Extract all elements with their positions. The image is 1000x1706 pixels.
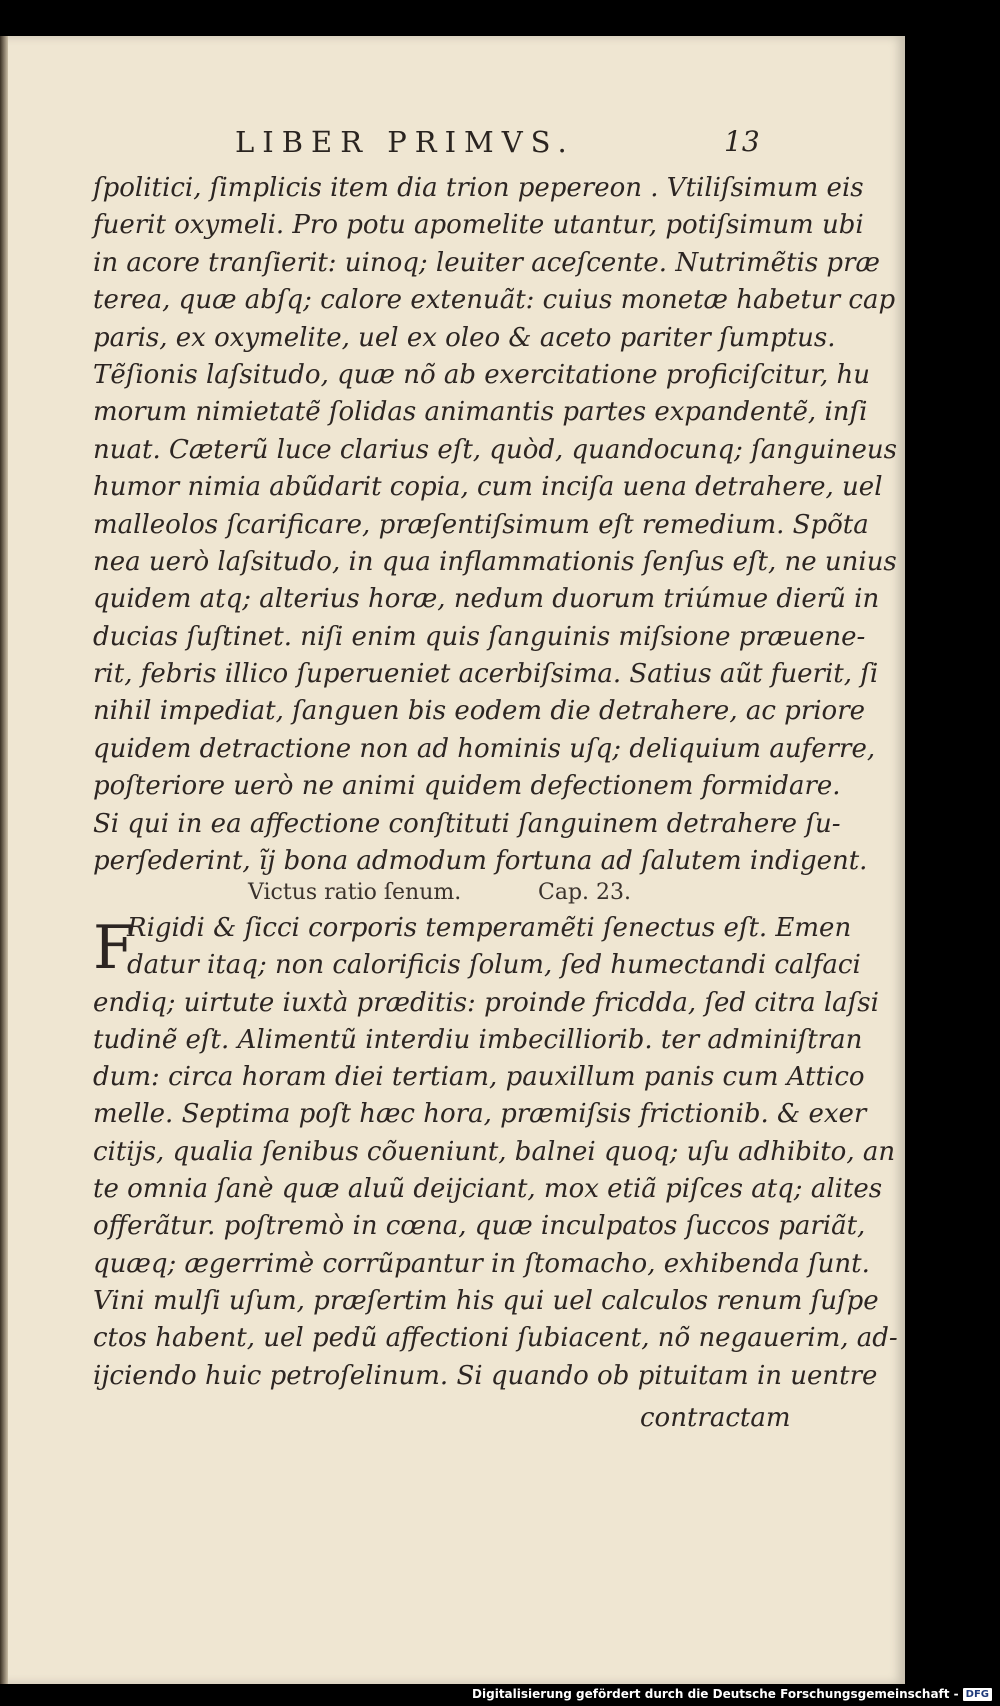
page-gutter (0, 36, 8, 1684)
text-line: quæq; ægerrimè corrũpantur in ſtomacho, exhibenda ſunt. (93, 1248, 870, 1279)
text-line: Si qui in ea affectione conſtituti ſanguinem detrahere ſu- (93, 808, 841, 839)
text-line: offerãtur. poſtremò in cœna, quæ inculpatos ſuccos pariãt, (93, 1211, 866, 1242)
drop-initial: F (93, 913, 135, 983)
text-line: datur itaq; non calorificis ſolum, ſed humectandi calfaci (127, 950, 861, 981)
text-line: endiq; uirtute iuxtà præditis: proinde fricdda, ſed citra laſsi (93, 987, 879, 1018)
text-line: quidem atq; alterius horæ, nedum duorum triúmue dierũ in (93, 584, 880, 615)
running-title: LIBER PRIMVS. (235, 125, 575, 159)
footer-credit: Digitalisierung gefördert durch die Deutsche Forschungsgemeinschaft - (472, 1687, 959, 1701)
text-line: in acore tranſierit: uinoq; leuiter aceſcente. Nutrimẽtis præ (93, 247, 880, 278)
page-number: 13 (724, 125, 760, 158)
chapter-number: Cap. 23. (538, 880, 632, 905)
text-line: ctos habent, uel pedũ affectioni ſubiacent, nõ negauerim, ad- (93, 1323, 898, 1354)
text-line: melle. Septima poſt hæc hora, præmiſsis frictionib. & exer (93, 1099, 867, 1130)
text-line: ducias ſuſtinet. niſi enim quis ſanguinis miſsione præuene- (93, 621, 866, 652)
paragraph-two (93, 910, 898, 1395)
text-line: terea, quæ abſq; calore extenuãt: cuius monetæ habetur cap (93, 285, 896, 316)
text-line: Vini mulſi uſum, præſertim his qui uel calculos renum ſuſpe (93, 1285, 879, 1316)
text-line: quidem detractione non ad hominis uſq; deliquium auferre, (93, 733, 876, 764)
paragraph-one (93, 170, 897, 880)
text-line: fuerit oxymeli. Pro potu apomelite utantur, potiſsimum ubi (93, 210, 864, 241)
digitization-footer (472, 1686, 992, 1702)
text-line: te omnia ſanè quæ aluũ deijciant, mox etiã piſces atq; alites (93, 1174, 883, 1205)
text-line: humor nimia abũdarit copia, cum inciſa uena detrahere, uel (93, 472, 883, 503)
catchword: contractam (640, 1403, 791, 1433)
text-line: ijciendo huic petroſelinum. Si quando ob pituitam in uentre (93, 1360, 878, 1391)
text-line: morum nimietatẽ ſolidas animantis partes expandentẽ, inſi (93, 397, 868, 428)
dfg-logo: DFG (963, 1688, 992, 1701)
text-line: malleolos ſcarificare, præſentiſsimum eſt remedium. Spõta (93, 509, 869, 540)
chapter-title: Victus ratio ſenum. (248, 880, 462, 905)
text-line: Rigidi & ſicci corporis temperamẽti ſenectus eſt. Emen (127, 913, 852, 943)
text-line: nihil impediat, ſanguen bis eodem die detrahere, ac priore (93, 696, 866, 727)
text-line: ſpolitici, ſimplicis item dia trion pepereon . Vtiliſsimum eis (93, 173, 864, 203)
text-line: nuat. Cæterũ luce clarius eſt, quòd, quandocunq; ſanguineus (93, 434, 897, 465)
text-line: perſederint, ĩj bona admodum fortuna ad ſalutem indigent. (93, 846, 868, 877)
text-line: citijs, qualia ſenibus cõueniunt, balnei quoq; uſu adhibito, an (93, 1136, 896, 1167)
text-line: Tẽſionis laſsitudo, quæ nõ ab exercitatione proficiſcitur, hu (93, 359, 871, 390)
text-line: tudinẽ eſt. Alimentũ interdiu imbecilliorib. ter adminiſtran (93, 1024, 863, 1055)
text-line: dum: circa horam diei tertiam, pauxillum panis cum Attico (93, 1062, 865, 1093)
text-line: rit, febris illico ſuperueniet acerbiſsima. Satius aũt fuerit, ſi (93, 659, 879, 690)
text-line: nea uerò laſsitudo, in qua inflammationis ſenſus eſt, ne unius (93, 546, 897, 577)
text-line: poſteriore uerò ne animi quidem defectionem formidare. (93, 771, 841, 802)
text-line: paris, ex oxymelite, uel ex oleo & aceto pariter ſumptus. (93, 322, 836, 353)
